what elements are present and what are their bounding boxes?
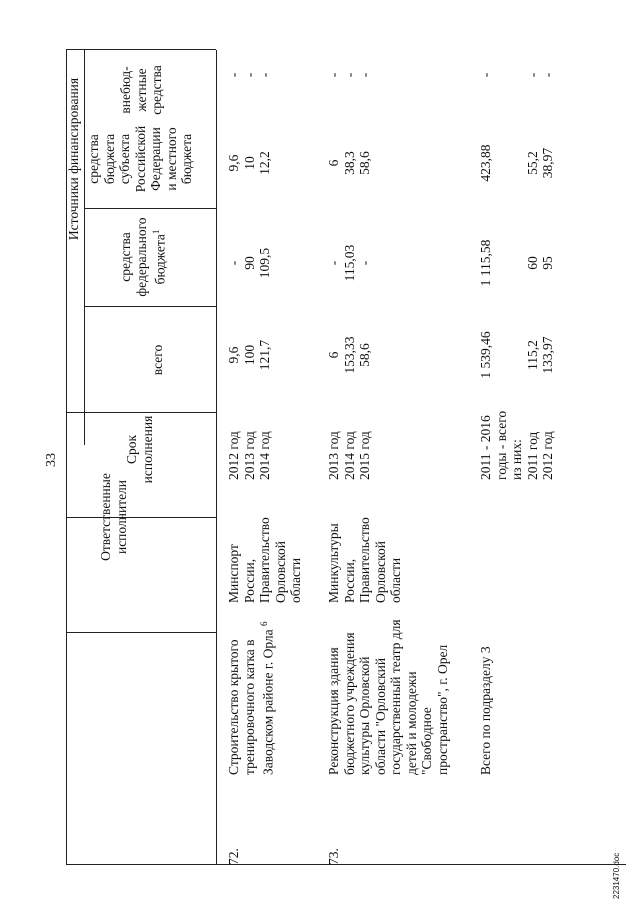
row-total bbox=[478, 325, 556, 385]
row-value: - bbox=[540, 72, 555, 78]
row-responsible-line: Правительство bbox=[257, 517, 272, 603]
sources-divider bbox=[84, 50, 85, 445]
header-term-line: исполнения bbox=[139, 415, 155, 484]
header-regional-line: субъекта bbox=[117, 133, 132, 185]
row-value: 55,2 bbox=[524, 151, 540, 175]
row-value: 1 115,58 bbox=[478, 239, 493, 287]
row-name-line: Всего по подразделу 3 bbox=[478, 646, 493, 775]
page-number: 33 bbox=[44, 453, 59, 467]
row-value: 115,2 bbox=[524, 340, 540, 370]
row-year: 2015 год bbox=[357, 431, 372, 480]
row-years bbox=[326, 431, 373, 480]
header-regional-line: и местного bbox=[163, 127, 179, 191]
row-number: 73. bbox=[326, 848, 341, 865]
document-id: 2231470.doc bbox=[612, 852, 621, 899]
row-regional bbox=[478, 133, 556, 193]
row-responsible-line: области bbox=[288, 557, 303, 603]
header-term bbox=[124, 392, 155, 507]
row-value: - bbox=[257, 72, 272, 78]
row-federal bbox=[478, 233, 556, 293]
row-value: 58,6 bbox=[357, 343, 372, 367]
row-value: - bbox=[341, 72, 357, 78]
row-name-line: области "Орловский bbox=[372, 657, 388, 775]
header-offbudget bbox=[118, 45, 165, 135]
row-year: 2014 год bbox=[257, 431, 272, 480]
row-value: 95 bbox=[540, 256, 555, 270]
row-value: - bbox=[326, 72, 341, 78]
row-value: 38,97 bbox=[540, 147, 555, 179]
row-year: из них: bbox=[509, 439, 524, 480]
row-value: - bbox=[357, 260, 372, 266]
row-name-line: детей и молодежи bbox=[403, 671, 419, 775]
row-responsible-line: Правительство bbox=[357, 517, 372, 603]
row-responsible-line: Минкультуры bbox=[326, 523, 341, 603]
header-offbudget-line: средства bbox=[149, 65, 164, 115]
col-divider-federal bbox=[84, 306, 216, 307]
row-year: 2012 год bbox=[226, 431, 241, 480]
row-value: 90 bbox=[241, 256, 257, 270]
col-divider-responsible bbox=[66, 632, 216, 633]
row-value: 153,33 bbox=[341, 336, 357, 374]
header-responsible-line: Ответственные bbox=[98, 473, 113, 561]
row-regional bbox=[326, 133, 373, 193]
header-federal-line bbox=[149, 211, 168, 303]
row-name-line: бюджетного учреждения bbox=[341, 632, 357, 775]
table-header-bottom-border bbox=[216, 50, 217, 865]
row-name-line: культуры Орловской bbox=[357, 656, 372, 775]
row-years bbox=[478, 411, 556, 480]
row-federal bbox=[326, 233, 373, 293]
row-value: 38,3 bbox=[341, 151, 357, 175]
footnote-marker: 6 bbox=[259, 621, 269, 626]
header-offbudget-line: жетные bbox=[133, 68, 149, 112]
header-sources: Источники финансирования bbox=[66, 77, 81, 241]
col-divider-name bbox=[66, 864, 626, 865]
header-responsible-line: исполнители bbox=[113, 479, 129, 555]
row-value: - bbox=[226, 72, 241, 78]
row-federal bbox=[226, 233, 273, 293]
row-responsible-line: Минспорт bbox=[226, 544, 241, 603]
row-name-line: "Свободное bbox=[419, 707, 434, 775]
row-responsible-line: России, bbox=[341, 558, 357, 603]
row-total bbox=[226, 325, 273, 385]
row-responsible-line: области bbox=[388, 557, 403, 603]
row-value: - bbox=[524, 72, 540, 78]
row-regional bbox=[226, 133, 273, 193]
row-name-text: Заводском районе г. Орла bbox=[260, 629, 276, 775]
row-responsible-line: Орловской bbox=[272, 541, 288, 603]
row-value: 109,5 bbox=[257, 247, 272, 279]
row-value: 121,7 bbox=[257, 339, 272, 371]
row-year: 2013 год bbox=[326, 431, 341, 480]
row-name bbox=[326, 619, 450, 775]
row-value: - bbox=[241, 72, 257, 78]
row-offbudget bbox=[478, 65, 556, 85]
col-divider-regional bbox=[84, 208, 216, 209]
row-year: 2012 год bbox=[540, 431, 555, 480]
row-year: 2014 год bbox=[341, 431, 357, 480]
header-regional-line: Федерации bbox=[148, 127, 163, 191]
header-total: всего bbox=[150, 344, 165, 376]
header-regional-line: бюджета bbox=[179, 133, 194, 185]
row-value: - bbox=[357, 72, 372, 78]
spacer bbox=[494, 325, 525, 385]
row-year: 2013 год bbox=[241, 431, 257, 480]
header-regional-line: средства bbox=[86, 134, 101, 184]
row-responsible bbox=[226, 517, 304, 603]
header-regional-line: бюджета bbox=[101, 133, 117, 185]
row-name-line: пространство", г. Орел bbox=[434, 644, 450, 775]
row-offbudget bbox=[326, 65, 373, 85]
col-divider-term bbox=[66, 517, 216, 518]
row-number: 72. bbox=[226, 848, 241, 865]
spacer bbox=[494, 233, 525, 293]
footnote-marker: 1 bbox=[151, 229, 161, 235]
spacer bbox=[494, 65, 525, 85]
row-name bbox=[226, 621, 276, 775]
header-regional-line: Российской bbox=[132, 125, 148, 193]
row-total bbox=[326, 325, 373, 385]
row-value: - bbox=[478, 72, 493, 78]
row-value: 115,03 bbox=[341, 244, 357, 282]
row-value: - bbox=[326, 260, 341, 266]
row-value: 12,2 bbox=[257, 151, 272, 175]
row-value: 423,88 bbox=[478, 144, 493, 182]
header-federal-line: федерального bbox=[133, 217, 149, 297]
row-years bbox=[226, 431, 273, 480]
row-responsible-line: России, bbox=[241, 558, 257, 603]
row-value: 133,97 bbox=[540, 336, 555, 374]
row-value: 58,6 bbox=[357, 151, 372, 175]
spacer bbox=[494, 133, 525, 193]
row-value: 10 bbox=[241, 156, 257, 170]
header-federal-line: средства bbox=[118, 232, 133, 282]
row-responsible bbox=[326, 517, 404, 603]
header-federal bbox=[118, 211, 168, 303]
row-value: 6 bbox=[326, 159, 341, 167]
header-offbudget-line: внебюд- bbox=[118, 66, 133, 114]
row-responsible-line: Орловской bbox=[372, 541, 388, 603]
row-year: годы - всего bbox=[493, 410, 509, 480]
row-offbudget bbox=[226, 65, 273, 85]
row-value: 9,6 bbox=[226, 154, 241, 172]
row-value: 6 bbox=[326, 351, 341, 359]
row-value: - bbox=[226, 260, 241, 266]
row-name-line bbox=[257, 621, 276, 775]
subtotal-label bbox=[478, 646, 494, 775]
row-value: 60 bbox=[524, 256, 540, 270]
row-name-line: тренировочного катка в bbox=[241, 639, 257, 775]
header-federal-word: бюджета bbox=[152, 234, 168, 285]
row-name-line: государственный театр для bbox=[388, 619, 403, 775]
row-value: 9,6 bbox=[226, 346, 241, 364]
row-value: 100 bbox=[241, 344, 257, 366]
row-value: 1 539,46 bbox=[478, 331, 493, 379]
row-year: 2011 - 2016 bbox=[478, 415, 493, 480]
row-name-line: Реконструкция здания bbox=[326, 647, 341, 775]
row-name-line: Строительство крытого bbox=[226, 639, 241, 775]
header-term-line: Срок bbox=[124, 434, 139, 465]
row-year: 2011 год bbox=[524, 431, 540, 480]
